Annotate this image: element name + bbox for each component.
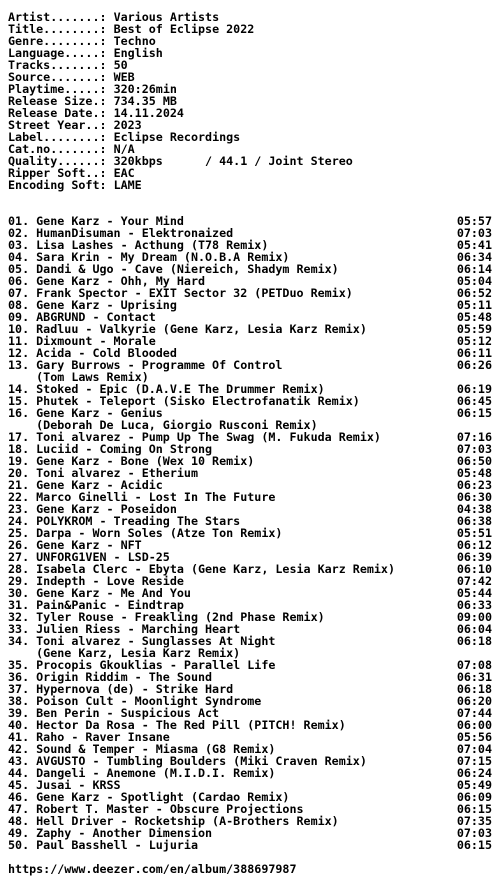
track-remix-continuation: (Gene Karz, Lesia Karz Remix) — [8, 646, 241, 660]
track-title: 13. Gary Burrows - Programme Of Control — [8, 358, 283, 372]
track-title: 22. Marco Ginelli - Lost In The Future — [8, 490, 276, 504]
track-duration: 07:03 — [456, 826, 492, 840]
track-title: 02. HumanDisuman - Elektronaized — [8, 226, 234, 240]
track-duration: 06:24 — [456, 766, 492, 780]
track-title: 47. Robert T. Master - Obscure Projections — [8, 802, 304, 816]
track-title: 42. Sound & Temper - Miasma (G8 Remix) — [8, 742, 276, 756]
track-duration: 07:15 — [456, 754, 492, 768]
header-field-value: Techno — [113, 34, 156, 48]
track-title: 15. Phutek - Teleport (Sisko Electrofanatik Remix) — [8, 394, 360, 408]
track-title: 09. ABGRUND - Contact — [8, 310, 156, 324]
track-duration: 06:12 — [456, 538, 492, 552]
header-field-label: Artist.......: — [8, 10, 107, 24]
track-duration: 06:10 — [456, 562, 492, 576]
header-field-label: Street Year..: — [8, 118, 107, 132]
track-title: 23. Gene Karz - Poseidon — [8, 502, 177, 516]
tracklist — [8, 215, 492, 851]
track-title: 20. Toni alvarez - Etherium — [8, 466, 198, 480]
track-duration: 06:09 — [456, 790, 492, 804]
track-duration: 06:34 — [456, 250, 492, 264]
header-field-value: Best of Eclipse 2022 — [113, 22, 255, 36]
header-field-value: EAC — [113, 166, 135, 180]
header-field-label: Genre........: — [8, 34, 107, 48]
track-title: 14. Stoked - Epic (D.A.V.E The Drummer Remix) — [8, 382, 325, 396]
header-field-label: Encoding Soft: — [8, 178, 107, 192]
track-title: 12. Acida - Cold Blooded — [8, 346, 177, 360]
track-duration: 06:45 — [456, 394, 492, 408]
track-duration: 06:14 — [456, 262, 492, 276]
track-duration: 06:18 — [456, 634, 492, 648]
track-duration: 05:48 — [456, 466, 492, 480]
track-title: 35. Procopis Gkouklias - Parallel Life — [8, 658, 276, 672]
header-field — [8, 179, 492, 191]
track-title: 11. Dixmount - Morale — [8, 334, 156, 348]
track-title: 28. Isabela Clerc - Ebyta (Gene Karz, Lesia Karz Remix) — [8, 562, 396, 576]
header-field-label: Release Date.: — [8, 106, 107, 120]
track-duration: 06:50 — [456, 454, 492, 468]
track-title: 39. Ben Perin - Suspicious Act — [8, 706, 220, 720]
track-duration: 06:15 — [456, 838, 492, 852]
track-title: 41. Raho - Raver Insane — [8, 730, 170, 744]
track-title: 48. Hell Driver - Rocketship (A-Brothers Remix) — [8, 814, 339, 828]
track-title: 18. Luciid - Coming On Strong — [8, 442, 213, 456]
header-field-label: Cat.no.......: — [8, 142, 107, 156]
header-field-label: Quality......: — [8, 154, 107, 168]
track-duration: 06:39 — [456, 550, 492, 564]
header-field-value: Various Artists — [113, 10, 220, 24]
track-remix-continuation: (Deborah De Luca, Giorgio Rusconi Remix) — [8, 418, 318, 432]
track-duration: 06:31 — [456, 670, 492, 684]
track-duration: 06:20 — [456, 694, 492, 708]
track-duration: 07:08 — [456, 658, 492, 672]
track-row — [8, 407, 492, 419]
track-title: 33. Julien Riess - Marching Heart — [8, 622, 241, 636]
track-title: 07. Frank Spector - EXIT Sector 32 (PETDuo Remix) — [8, 286, 353, 300]
track-title: 43. AVGUSTO - Tumbling Boulders (Miki Craven Remix) — [8, 754, 367, 768]
header-field-value: WEB — [113, 70, 135, 84]
track-duration: 07:03 — [456, 226, 492, 240]
track-duration: 05:04 — [456, 274, 492, 288]
track-duration: 06:04 — [456, 622, 492, 636]
header-field-value: 50 — [113, 58, 128, 72]
track-title: 21. Gene Karz - Acidic — [8, 478, 163, 492]
track-title: 37. Hypernova (de) - Strike Hard — [8, 682, 234, 696]
track-title: 05. Dandi & Ugo - Cave (Niereich, Shadym Remix) — [8, 262, 339, 276]
track-duration: 07:16 — [456, 430, 492, 444]
track-duration: 06:30 — [456, 490, 492, 504]
track-duration: 07:03 — [456, 442, 492, 456]
track-title: 16. Gene Karz - Genius — [8, 406, 163, 420]
track-title: 04. Sara Krin - My Dream (N.O.B.A Remix) — [8, 250, 290, 264]
track-duration: 06:19 — [456, 382, 492, 396]
header-field-value: LAME — [113, 178, 142, 192]
track-duration: 09:00 — [456, 610, 492, 624]
track-duration: 05:44 — [456, 586, 492, 600]
header-field-value: 320kbps / 44.1 / Joint Stereo — [113, 154, 353, 168]
track-title: 32. Tyler Rouse - Freakling (2nd Phase Remix) — [8, 610, 325, 624]
track-title: 49. Zaphy - Another Dimension — [8, 826, 213, 840]
header-field-value: Eclipse Recordings — [113, 130, 241, 144]
track-title: 38. Poison Cult - Moonlight Syndrome — [8, 694, 262, 708]
track-title: 06. Gene Karz - Ohh, My Hard — [8, 274, 206, 288]
header-spacer — [8, 191, 492, 215]
track-title: 01. Gene Karz - Your Mind — [8, 214, 184, 228]
track-duration: 05:57 — [456, 214, 492, 228]
header-field-label: Release Size.: — [8, 94, 107, 108]
header-field-label: Tracks.......: — [8, 58, 107, 72]
track-duration: 07:04 — [456, 742, 492, 756]
track-duration: 07:35 — [456, 814, 492, 828]
album-url: https://www.deezer.com/en/album/388697987 — [8, 862, 297, 876]
track-title: 31. Pain&Panic - Eindtrap — [8, 598, 184, 612]
track-title: 19. Gene Karz - Bone (Wex 10 Remix) — [8, 454, 255, 468]
track-duration: 05:51 — [456, 526, 492, 540]
track-title: 03. Lisa Lashes - Acthung (T78 Remix) — [8, 238, 269, 252]
track-title: 34. Toni alvarez - Sunglasses At Night — [8, 634, 276, 648]
track-duration: 04:38 — [456, 502, 492, 516]
track-duration: 06:15 — [456, 406, 492, 420]
header-field-label: Label........: — [8, 130, 107, 144]
header-field-label: Ripper Soft..: — [8, 166, 107, 180]
track-duration: 05:41 — [456, 238, 492, 252]
track-duration: 07:44 — [456, 706, 492, 720]
track-title: 40. Hector Da Rosa - The Red Pill (PITCH! Remix) — [8, 718, 346, 732]
track-duration: 05:56 — [456, 730, 492, 744]
track-title: 25. Darpa - Worn Soles (Atze Ton Remix) — [8, 526, 283, 540]
track-duration: 06:00 — [456, 718, 492, 732]
track-duration: 06:23 — [456, 478, 492, 492]
header-field-label: Source.......: — [8, 70, 107, 84]
header-field-label: Language.....: — [8, 46, 107, 60]
header-field-value: 320:26min — [113, 82, 177, 96]
track-remix-continuation: (Tom Laws Remix) — [8, 370, 149, 384]
track-duration: 06:11 — [456, 346, 492, 360]
track-duration: 06:38 — [456, 514, 492, 528]
track-title: 10. Radluu - Valkyrie (Gene Karz, Lesia Karz Remix) — [8, 322, 367, 336]
header-field-value: N/A — [113, 142, 135, 156]
header-field-value: 734.35 MB — [113, 94, 177, 108]
track-duration: 05:59 — [456, 322, 492, 336]
track-duration: 06:26 — [456, 358, 492, 372]
track-title: 24. POLYKROM - Treading The Stars — [8, 514, 241, 528]
track-duration: 05:12 — [456, 334, 492, 348]
track-duration: 07:42 — [456, 574, 492, 588]
track-duration: 06:33 — [456, 598, 492, 612]
track-title: 36. Origin Riddim - The Sound — [8, 670, 213, 684]
track-title: 26. Gene Karz - NFT — [8, 538, 142, 552]
track-title: 17. Toni alvarez - Pump Up The Swag (M. Fukuda Remix) — [8, 430, 381, 444]
track-duration: 05:49 — [456, 778, 492, 792]
track-duration: 06:18 — [456, 682, 492, 696]
track-row — [8, 359, 492, 371]
release-info-document — [8, 11, 492, 875]
track-title: 30. Gene Karz - Me And You — [8, 586, 191, 600]
track-title: 44. Dangeli - Anemone (M.I.D.I. Remix) — [8, 766, 276, 780]
header-field-label: Title........: — [8, 22, 107, 36]
track-title: 27. UNFORG1VEN - LSD-25 — [8, 550, 170, 564]
track-title: 08. Gene Karz - Uprising — [8, 298, 177, 312]
track-title: 46. Gene Karz - Spotlight (Cardao Remix) — [8, 790, 290, 804]
track-duration: 05:48 — [456, 310, 492, 324]
release-header-block — [8, 11, 492, 191]
track-title: 29. Indepth - Love Reside — [8, 574, 184, 588]
track-duration: 05:11 — [456, 298, 492, 312]
track-row — [8, 839, 492, 851]
header-field-value: English — [113, 46, 163, 60]
track-duration: 06:52 — [456, 286, 492, 300]
header-field-label: Playtime.....: — [8, 82, 107, 96]
track-duration: 06:15 — [456, 802, 492, 816]
track-title: 45. Jusai - KRSS — [8, 778, 121, 792]
header-field-value: 14.11.2024 — [113, 106, 184, 120]
header-field-value: 2023 — [113, 118, 142, 132]
track-row — [8, 635, 492, 647]
track-title: 50. Paul Basshell - Lujuria — [8, 838, 198, 852]
